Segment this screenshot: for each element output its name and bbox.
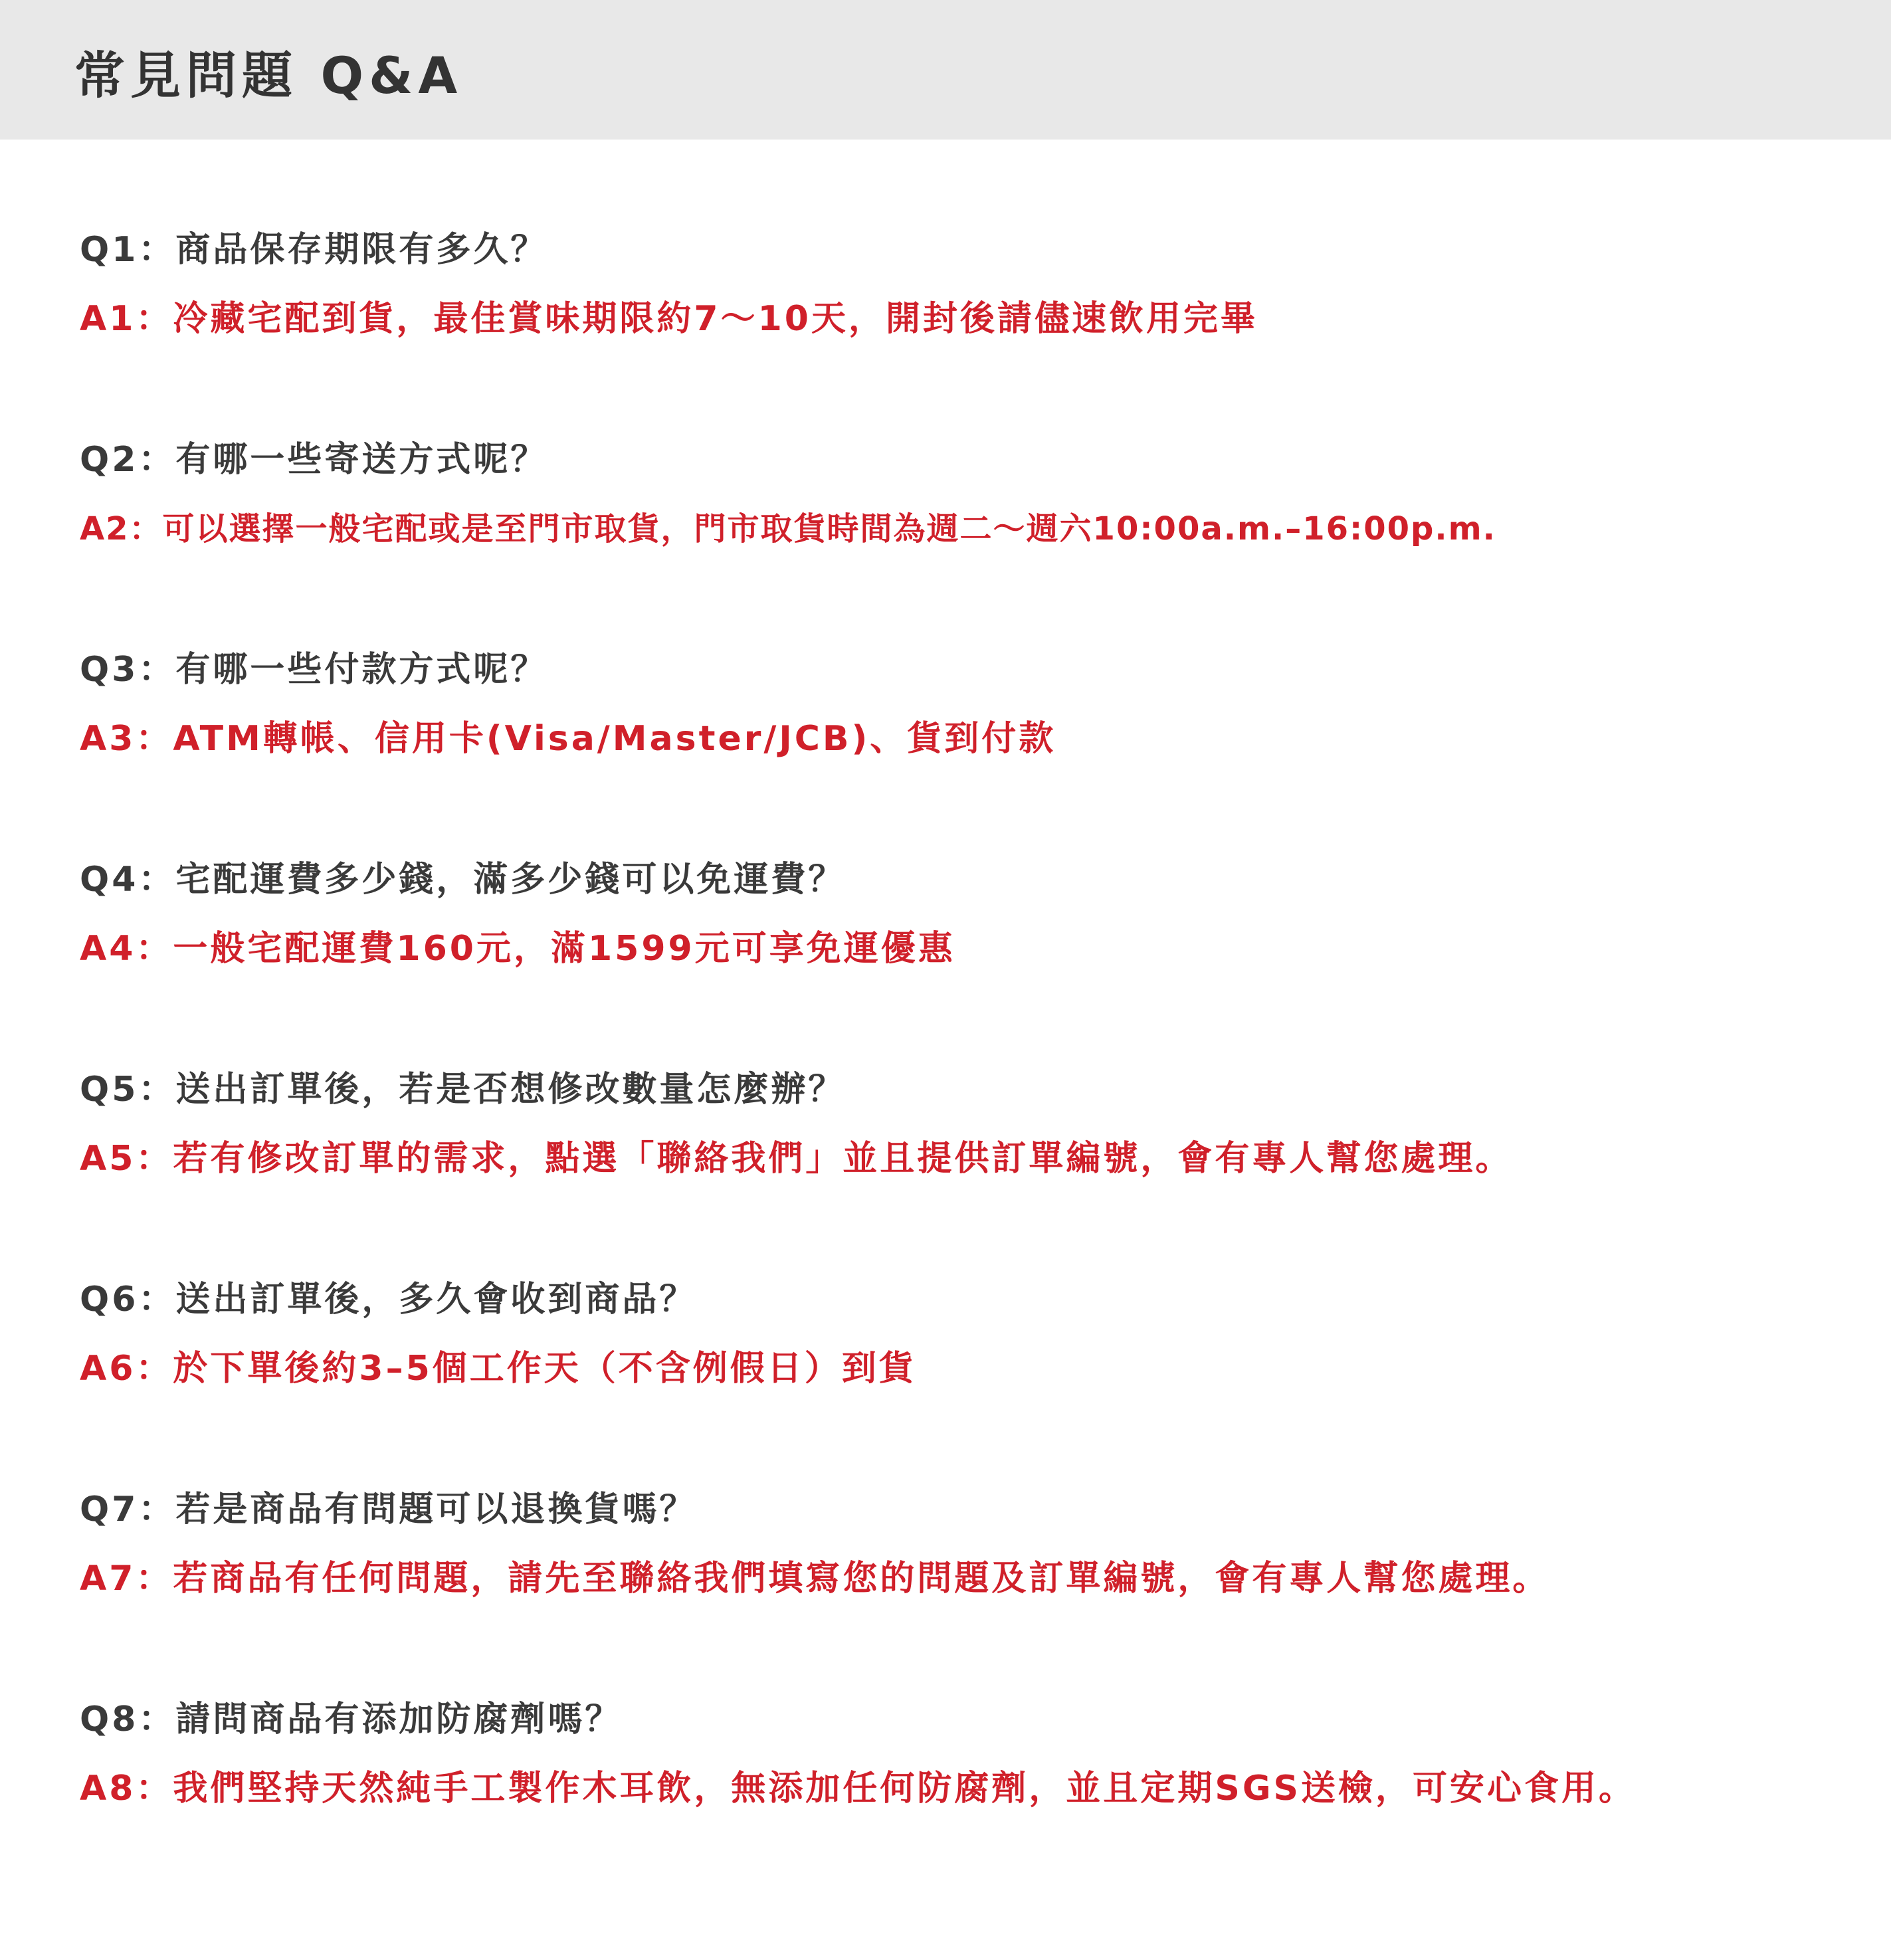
faq-question-5: Q5：送出訂單後，若是否想修改數量怎麼辦？	[80, 1070, 846, 1110]
faq-answer-7: A7：若商品有任何問題，請先至聯絡我們填寫您的問題及訂單編號，會有專人幫您處理。	[80, 1559, 1550, 1599]
faq-answer-5: A5：若有修改訂單的需求，點選「聯絡我們」並且提供訂單編號，會有專人幫您處理。	[80, 1139, 1513, 1179]
faq-question-2: Q2：有哪一些寄送方式呢？	[80, 440, 548, 480]
faq-item-5	[80, 1066, 1860, 1276]
faq-list	[80, 226, 1860, 1906]
faq-item-6	[80, 1276, 1860, 1486]
faq-answer-6: A6：於下單後約3–5個工作天（不含例假日）到貨	[80, 1349, 916, 1389]
faq-answer-4: A4：一般宅配運費160元，滿1599元可享免運優惠	[80, 929, 955, 969]
faq-answer-3: A3：ATM轉帳、信用卡(Visa/Master/JCB)、貨到付款	[80, 719, 1056, 759]
faq-item-7	[80, 1486, 1860, 1696]
faq-question-7: Q7：若是商品有問題可以退換貨嗎？	[80, 1490, 697, 1529]
faq-question-1: Q1：商品保存期限有多久？	[80, 230, 548, 270]
faq-question-6: Q6：送出訂單後，多久會收到商品？	[80, 1280, 697, 1320]
faq-item-2	[80, 436, 1860, 646]
faq-answer-1: A1：冷藏宅配到貨，最佳賞味期限約7～10天，開封後請儘速飲用完畢	[80, 299, 1258, 339]
faq-question-8: Q8：請問商品有添加防腐劑嗎？	[80, 1700, 623, 1739]
faq-question-4: Q4：宅配運費多少錢，滿多少錢可以免運費？	[80, 860, 846, 900]
faq-item-1	[80, 226, 1860, 436]
page-header	[0, 0, 1891, 140]
faq-item-4	[80, 856, 1860, 1066]
faq-answer-8: A8：我們堅持天然純手工製作木耳飲，無添加任何防腐劑，並且定期SGS送檢，可安心食用。	[80, 1769, 1637, 1809]
faq-item-8	[80, 1696, 1860, 1906]
faq-answer-2: A2：可以選擇一般宅配或是至門市取貨，門市取貨時間為週二～週六10:00a.m.–16:00p.m.	[80, 510, 1496, 547]
faq-question-3: Q3：有哪一些付款方式呢？	[80, 650, 548, 690]
faq-item-3	[80, 646, 1860, 856]
page-title: 常見問題 Q&A	[74, 46, 463, 105]
